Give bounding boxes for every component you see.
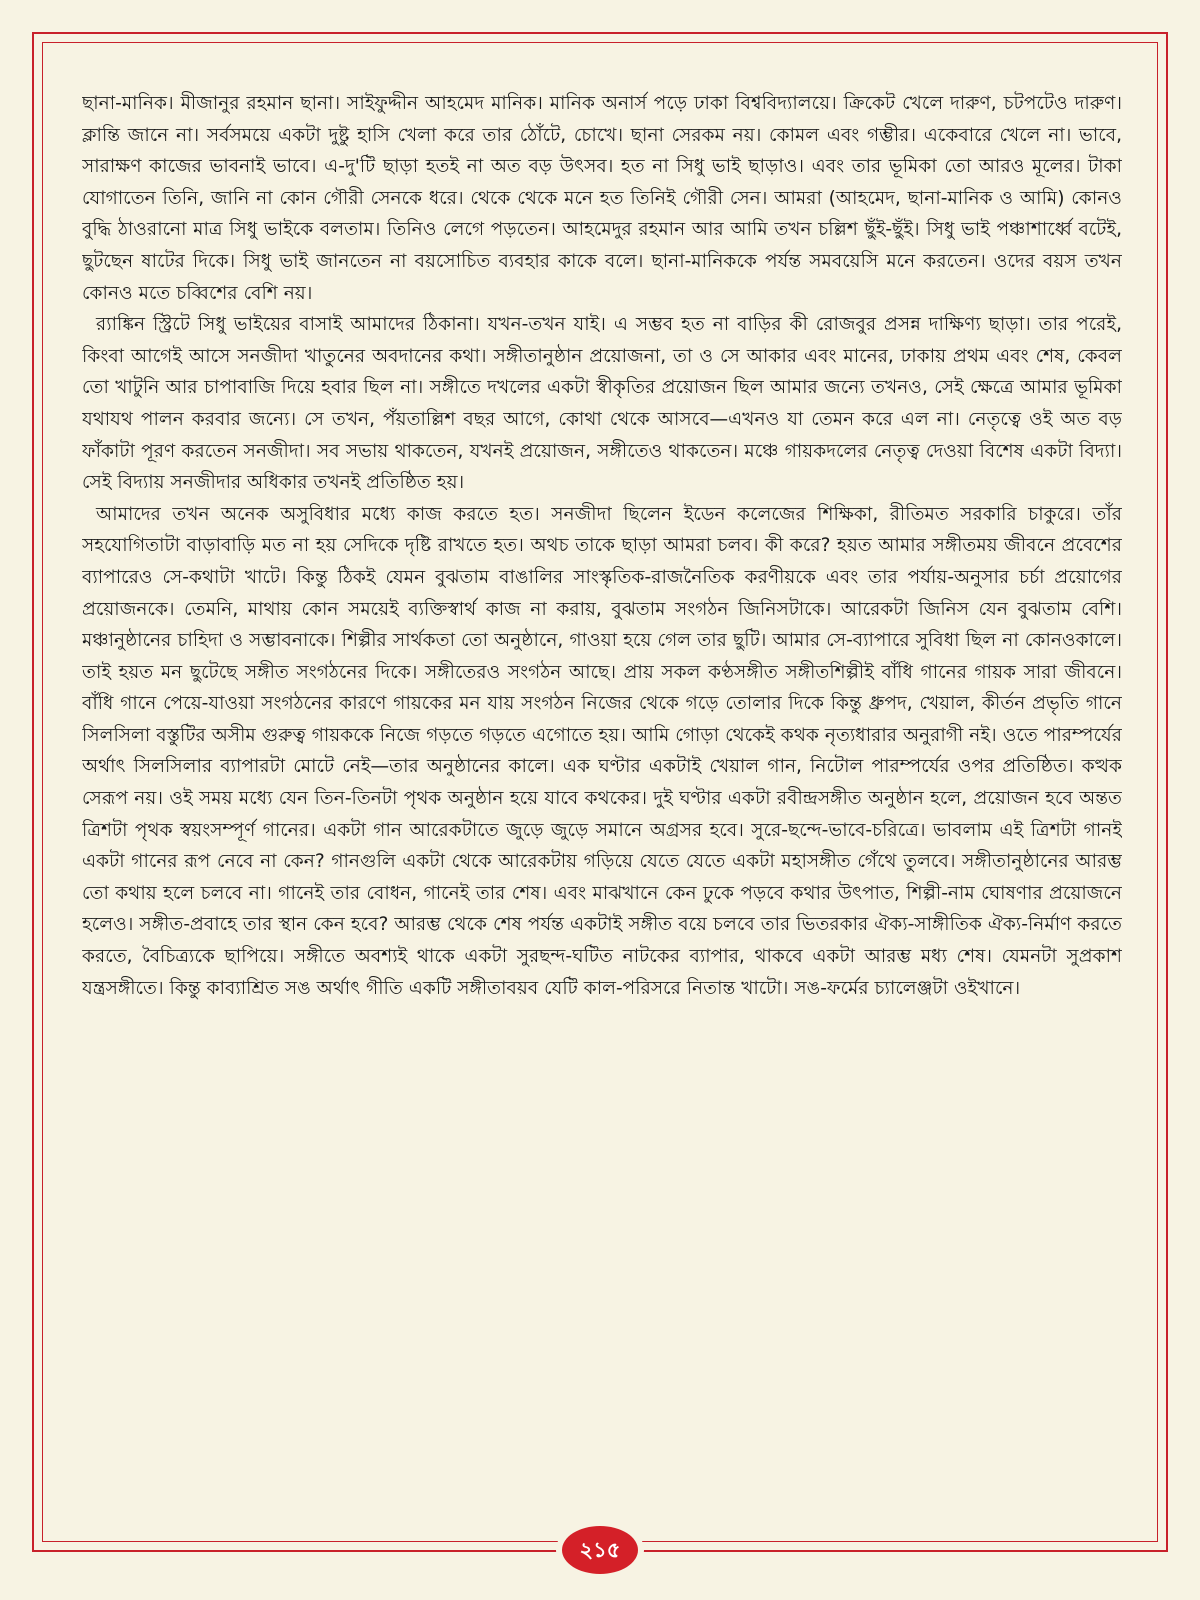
paragraph-1: ছানা-মানিক। মীজানুর রহমান ছানা। সাইফুদ্দীন আহমেদ মানিক। মানিক অনার্স পড়ে ঢাকা বিশ্ববিদ্যালয়ে। ক্রিকেট খেলে দারুণ, চটপটেও দারুণ। ক্লান্তি জানে না। সর্বসময়ে একটা দুষ্টু হাসি খেলা করে তার ঠোঁটে, চোখে। ছানা সেরকম নয়। কোমল এবং গম্ভীর। একেবারে খেলে না। ভাবে, সারাক্ষণ কাজের ভাবনাই ভাবে। এ-দু'টি ছাড়া হতই না অত বড় উৎসব। হত না সিধু ভাই ছাড়াও। এবং তার ভূমিকা তো আরও মূলের। টাকা যোগাতেন তিনি, জানি না কোন গৌরী সেনকে ধরে। থেকে থেকে মনে হত তিনিই গৌরী সেন। আমরা (আহমেদ, ছানা-মানিক ও আমি) কোনও বুদ্ধি ঠাওরানো মাত্র সিধু ভাইকে বলতাম। তিনিও লেগে পড়তেন। আহমেদুর রহমান আর আমি তখন চল্লিশ ছুঁই-ছুঁই। সিধু ভাই পঞ্চাশার্ধ্বে বটেই, ছুটছেন ষাটের দিকে। সিধু ভাই জানতেন না বয়সোচিত ব্যবহার কাকে বলে। ছানা-মানিককে পর্যন্ত সমবয়েসি মনে করতেন। ওদের বয়স তখন কোনও মতে চব্বিশের বেশি নয়।	[82, 93, 1122, 304]
paragraph-2: র‍্যাঙ্কিন স্ট্রিটে সিধু ভাইয়ের বাসাই আমাদের ঠিকানা। যখন-তখন যাই। এ সম্ভব হত না বাড়ির কী রোজবুর প্রসন্ন দাক্ষিণ্য ছাড়া। তার পরেই, কিংবা আগেই আসে সনজীদা খাতুনের অবদানের কথা। সঙ্গীতানুষ্ঠান প্রয়োজনা, তা ও সে আকার এবং মানের, ঢাকায় প্রথম এবং শেষ, কেবল তো খাটুনি আর চাপাবাজি দিয়ে হবার ছিল না। সঙ্গীতে দখলের একটা স্বীকৃতির প্রয়োজন ছিল আমার জন্যে তখনও, সেই ক্ষেত্রে আমার ভূমিকা যথাযথ পালন করবার জন্যে। সে তখন, পঁয়তাল্লিশ বছর আগে, কোথা থেকে আসবে—এখনও যা তেমন করে এল না। নেতৃত্বে ওই অত বড় ফাঁকাটা পূরণ করতেন সনজীদা। সব সভায় থাকতেন, যখনই প্রয়োজন, সঙ্গীতেও থাকতেন। মঞ্চে গায়কদলের নেতৃত্ব দেওয়া বিশেষ একটা বিদ্যা। সেই বিদ্যায় সনজীদার অধিকার তখনই প্রতিষ্ঠিত হয়।	[82, 314, 1122, 494]
page-number: ২১৫	[562, 1526, 638, 1574]
paragraph-3: আমাদের তখন অনেক অসুবিধার মধ্যে কাজ করতে হত। সনজীদা ছিলেন ইডেন কলেজের শিক্ষিকা, রীতিমত সরকারি চাকুরে। তাঁর সহযোগিতাটা বাড়াবাড়ি মত না হয় সেদিকে দৃষ্টি রাখতে হত। অথচ তাকে ছাড়া আমরা চলব। কী করে? হয়ত আমার সঙ্গীতময় জীবনে প্রবেশের ব্যাপারেও সে-কথাটা খাটে। কিন্তু ঠিকই যেমন বুঝতাম বাঙালির সাংস্কৃতিক-রাজনৈতিক করণীয়কে এবং তার পর্যায়-অনুসার চর্চা প্রয়োগের প্রয়োজনকে। তেমনি, মাথায় কোন সময়েই ব্যক্তিস্বার্থ কাজ না করায়, বুঝতাম সংগঠন জিনিসটাকে। আরেকটা জিনিস যেন বুঝতাম বেশি। মঞ্চানুষ্ঠানের চাহিদা ও সম্ভাবনাকে। শিল্পীর সার্থকতা তো অনুষ্ঠানে, গাওয়া হয়ে গেল তার ছুটি। আমার সে-ব্যাপারে সুবিধা ছিল না কোনওকালে। তাই হয়ত মন ছুটেছে সঙ্গীত সংগঠনের দিকে। সঙ্গীতেরও সংগঠন আছে। প্রায় সকল কণ্ঠসঙ্গীত সঙ্গীতশিল্পীই বাঁধি গানের গায়ক সারা জীবনে। বাঁধি গানে পেয়ে-যাওয়া সংগঠনের কারণে গায়কের মন যায় সংগঠন নিজের থেকে গড়ে তোলার দিকে কিন্তু ধ্রুপদ, খেয়াল, কীর্তন প্রভৃতি গানে সিলসিলা বস্তুটির অসীম গুরুত্ব গায়ককে নিজে গড়তে গড়তে এগোতে হয়। আমি গোড়া থেকেই কথক নৃত্যধারার অনুরাগী নই। ওতে পারম্পর্যের অর্থাৎ সিলসিলার ব্যাপারটা মোটে নেই—তার অনুষ্ঠানের কালে। এক ঘণ্টার একটাই খেয়াল গান, নিটোল পারম্পর্যের ওপর প্রতিষ্ঠিত। কত্থক সেরূপ নয়। ওই সময় মধ্যে যেন তিন-তিনটা পৃথক অনুষ্ঠান হয়ে যাবে কথকের। দুই ঘণ্টার একটা রবীন্দ্রসঙ্গীত অনুষ্ঠান হলে, প্রয়োজন হবে অন্তত ত্রিশটা পৃথক স্বয়ংসম্পূর্ণ গানের। একটা গান আরেকটাতে জুড়ে জুড়ে সমানে অগ্রসর হবে। সুরে-ছন্দে-ভাবে-চরিত্রে। ভাবলাম এই ত্রিশটা গানই একটা গানের রূপ নেবে না কেন? গানগুলি একটা থেকে আরেকটায় গড়িয়ে যেতে যেতে একটা মহাসঙ্গীত গেঁথে তুলবে। সঙ্গীতানুষ্ঠানের আরম্ভ তো কথায় হলে চলবে না। গানেই তার বোধন, গানেই তার শেষ। এবং মাঝখানে কেন ঢুকে পড়বে কথার উৎপাত, শিল্পী-নাম ঘোষণার প্রয়োজনে হলেও। সঙ্গীত-প্রবাহে তার স্থান কেন হবে? আরম্ভ থেকে শেষ পর্যন্ত একটাই সঙ্গীত বয়ে চলবে তার ভিতরকার ঐক্য-সাঙ্গীতিক ঐক্য-নির্মাণ করতে করতে, বৈচিত্র্যকে ছাপিয়ে। সঙ্গীতে অবশ্যই থাকে একটা সুরছন্দ-ঘটিত নাটকের ব্যাপার, থাকবে একটা আরম্ভ মধ্য শেষ। যেমনটা সুপ্রকাশ যন্ত্রসঙ্গীতে। কিন্তু কাব্যাশ্রিত সঙ অর্থাৎ গীতি একটি সঙ্গীতাবয়ব যেটি কাল-পরিসরে নিতান্ত খাটো। সঙ-ফর্মের চ্যালেঞ্জটা ওইখানে।	[82, 503, 1122, 999]
body-text	[82, 88, 1122, 1508]
